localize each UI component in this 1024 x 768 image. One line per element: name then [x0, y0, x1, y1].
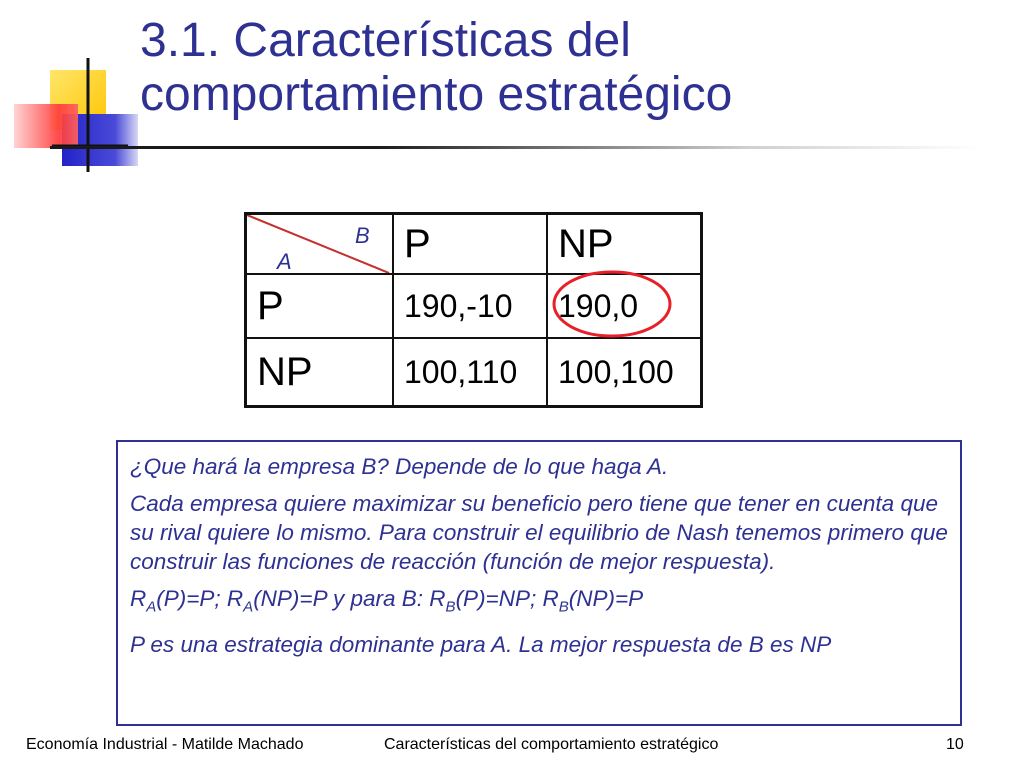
corner-decoration-graphic	[0, 0, 140, 180]
page-number: 10	[946, 736, 964, 753]
explanation-textbox	[116, 440, 962, 726]
payoff-cell-p-p: 190,-10	[393, 274, 547, 338]
payoff-cell-np-p: 100,110	[393, 338, 547, 407]
equilibrium-highlight-circle	[550, 268, 674, 340]
matrix-corner-cell	[246, 214, 394, 275]
payoff-cell-p-np: 190,0	[547, 274, 702, 338]
payoff-cell-np-np: 100,100	[547, 338, 702, 407]
explanation-text: Cada empresa quiere maximizar su beneficio pero tiene que tener en cuenta que su rival quiere lo mismo. Para construir el equilibrio de Nash tenemos primero que construir las funciones de reacción (función de mejor respuesta).	[130, 491, 948, 574]
reaction-functions-text: $R_A(P)=P$; $R_A(NP)=P$ y para B: $R_B(P)=NP$; $R_B(NP)=P$	[130, 586, 644, 616]
player-a-label: A	[277, 249, 292, 274]
footer-author: Economía Industrial - Matilde Machado	[26, 736, 304, 753]
footer-slide-title: Características del comportamiento estratégico	[384, 736, 719, 753]
row-header-p: P	[246, 274, 394, 338]
slide-title-line-1: 3.1. Características del	[140, 14, 631, 67]
player-b-label: B	[355, 223, 370, 248]
question-text: ¿Que hará la empresa B? Depende de lo que haga A.	[130, 454, 669, 479]
row-header-np: NP	[246, 338, 394, 407]
matrix-header-row	[246, 214, 702, 275]
slide-title-line-2: comportamiento estratégico	[140, 68, 733, 121]
slide-title	[140, 14, 1010, 122]
title-underline	[50, 146, 980, 149]
diagonal-divider-line	[247, 215, 392, 273]
column-header-np: NP	[547, 214, 702, 275]
column-header-p: P	[393, 214, 547, 275]
conclusion-text: P es una estrategia dominante para A. La mejor respuesta de B es NP	[130, 631, 832, 657]
matrix-row-np	[246, 338, 702, 407]
